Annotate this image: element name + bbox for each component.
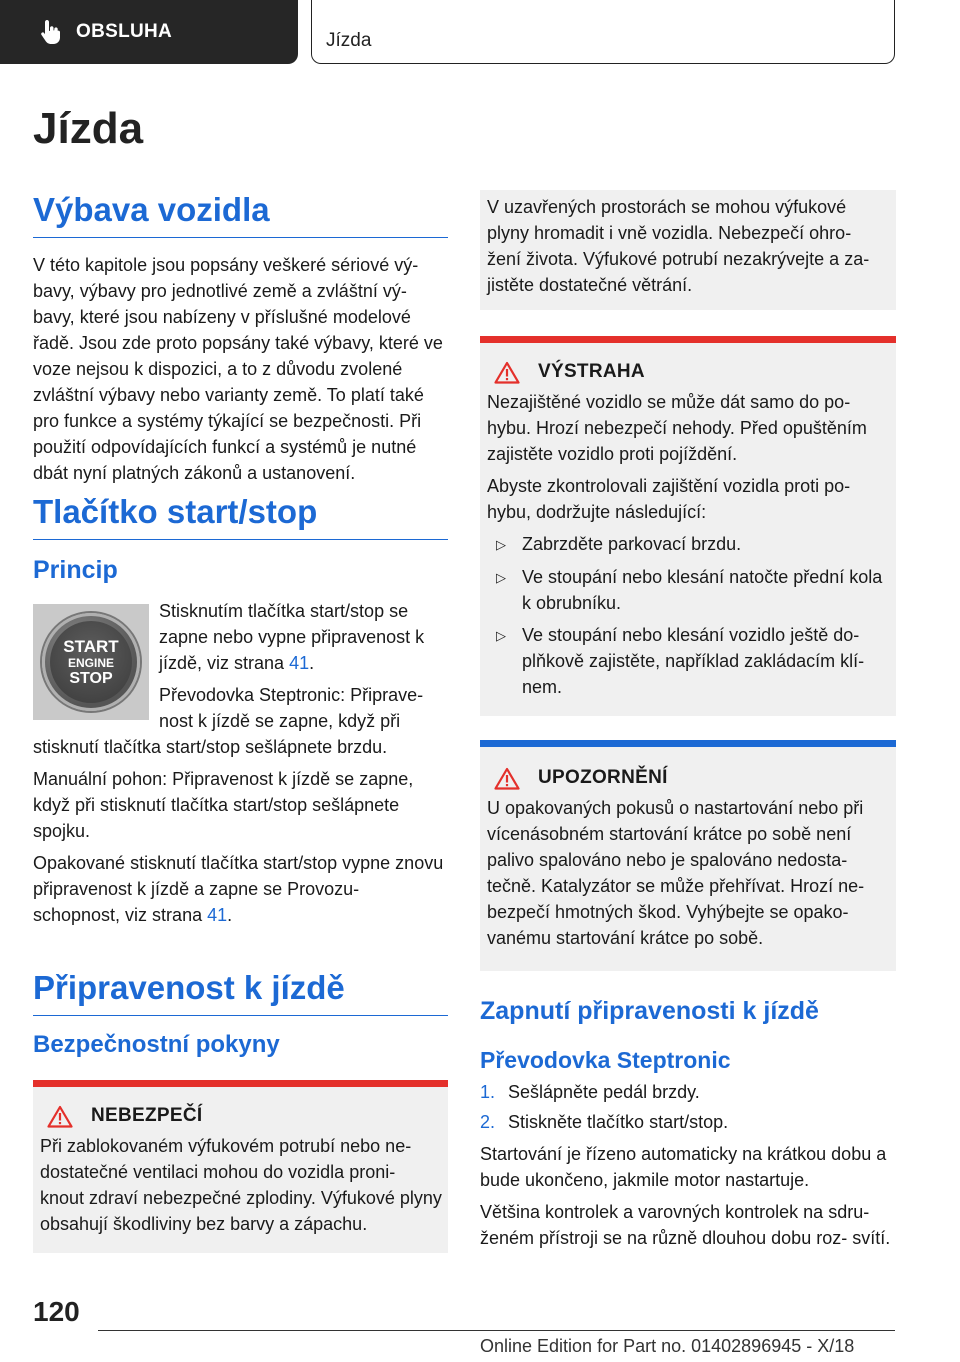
warning-paragraph-1: Nezajištěné vozidlo se může dát samo do po- hybu. Hrozí nebezpečí nehody. Před opuštěním zajistěte vozidlo proti pojíždění.	[487, 392, 867, 464]
caution-notice	[480, 740, 896, 971]
step-number: 1.	[480, 1082, 496, 1102]
intro-paragraph: V této kapitole jsou popsány veškeré sériové vý- bavy, výbavy pro jednotlivé země a zvláštní vý- bavy, které jsou nabízeny v příslušné modelové řadě. Jsou zde proto popsány také výbavy, které ve voze nejsou k dispozici, a to z důvodu zvolené zvláštní výbavy nebo varianty země. To platí také pro funkce a systémy týkající se bezpečnosti. Při použití odpovídajících funkcí a systémů je nutné dbát nyní platných zákonů a ustanovení.	[33, 255, 443, 483]
button-text-stop: STOP	[69, 669, 113, 687]
breadcrumb: Jízda	[311, 0, 895, 64]
warning-paragraph-2: Abyste zkontrolovali zajištění vozidla proti po- hybu, dodržujte následující:	[487, 476, 851, 522]
warning-list	[480, 531, 896, 700]
start-button-face	[50, 621, 132, 703]
danger-text: Při zablokovaném výfukovém potrubí nebo ne- dostatečné ventilaci mohou do vozidla proni- knout zdraví nebezpečné zplodiny. Výfukové plyny obsahují škodliviny bez barvy a zápachu.	[40, 1136, 442, 1234]
danger-notice-continued	[480, 190, 896, 310]
caution-title: UPOZORNĚNÍ	[538, 767, 668, 788]
danger-title: NEBEZPEČÍ	[91, 1105, 203, 1126]
heading-pripravenost-k-jizde: Připravenost k jízdě	[33, 968, 448, 1016]
steps-list	[480, 1079, 896, 1135]
heading-zapnuti-pripravenosti: Zapnutí připravenosti k jízdě	[480, 997, 819, 1025]
section-tab-label: OBSLUHA	[76, 21, 173, 42]
edition-text: Online Edition for Part no. 01402896945 - X/18	[480, 1336, 855, 1356]
list-item	[480, 531, 890, 558]
caution-notice-header	[480, 755, 896, 795]
section-tab	[0, 0, 298, 64]
startup-paragraph-2: Většina kontrolek a varovných kontrolek na sdru- ženém přístroji se na různě dlouhou dobu roz- svítí.	[480, 1202, 891, 1248]
warning-triangle-icon	[494, 767, 520, 790]
text-span: .	[227, 905, 233, 925]
princip-block	[33, 598, 448, 928]
step-text: Sešlápněte pedál brzdy.	[508, 1082, 700, 1102]
caution-text: U opakovaných pokusů o nastartování nebo při vícenásobném startování krátce po sobě není palivo spalováno nebo je spalováno nedosta- tečně. Katalyzátor se může přehřívat. Hrozí ne- bezpečí hmotných škod. Vyhýbejte se opako- vanému startování krátce po sobě.	[487, 798, 865, 948]
page-link-41[interactable]: 41	[207, 905, 228, 925]
warning-triangle-icon	[47, 1105, 73, 1128]
list-item	[480, 564, 890, 616]
left-column	[33, 190, 448, 1253]
triangle-bullet-icon: ▷	[496, 628, 506, 643]
text-span: Opakované stisknutí tlačítka start/stop vypne znovu připravenost k jízdě a zapne se Provozu- schopnost, viz strana	[33, 853, 444, 925]
danger-continued-text: V uzavřených prostorách se mohou výfukové plyny hromadit i vně vozidla. Nebezpečí ohro- žení života. Výfukové potrubí nezakrývejte a za- jistěte dostatečné větrání.	[487, 197, 870, 295]
warning-title: VÝSTRAHA	[538, 361, 645, 382]
hand-pointer-icon	[40, 18, 62, 46]
princip-paragraph-3: Manuální pohon: Připravenost k jízdě se zapne, když při stisknutí tlačítka start/stop sešlápnete spojku.	[33, 769, 414, 841]
heading-bezpecnostni-pokyny: Bezpečnostní pokyny	[33, 1031, 280, 1058]
text-span: Stisknutím tlačítka start/stop se zapne nebo vypne připravenost k jízdě, viz strana	[159, 601, 425, 673]
footer-divider	[98, 1330, 895, 1331]
princip-paragraph-4	[33, 850, 448, 928]
list-item-text: Ve stoupání nebo klesání natočte přední kola k obrubníku.	[522, 567, 883, 613]
list-item-text: Ve stoupání nebo klesání vozidlo ještě do- plňkově zajistěte, například zakládacím klí- nem.	[522, 625, 865, 697]
list-item-text: Zabrzděte parkovací brzdu.	[522, 534, 742, 554]
list-item	[480, 622, 890, 700]
start-stop-button-image	[33, 604, 149, 720]
step-number: 2.	[480, 1112, 496, 1132]
page-number: 120	[33, 1296, 80, 1327]
heading-vybava-vozidla: Výbava vozidla	[33, 190, 448, 238]
startup-paragraph-1: Startování je řízeno automaticky na krátkou dobu a bude ukončeno, jakmile motor nastartuje.	[480, 1144, 887, 1190]
button-text-start: START	[63, 636, 119, 656]
step-text: Stiskněte tlačítko start/stop.	[508, 1112, 729, 1132]
step-item	[480, 1079, 896, 1105]
start-button-bezel	[42, 613, 140, 711]
warning-notice-header	[480, 349, 896, 389]
triangle-bullet-icon: ▷	[496, 537, 506, 552]
heading-prevodovka-steptronic: Převodovka Steptronic	[480, 1047, 731, 1073]
danger-notice-header	[33, 1093, 448, 1133]
text-span: .	[309, 653, 315, 673]
button-text-engine: ENGINE	[67, 655, 114, 670]
right-column	[480, 190, 896, 1257]
page-title: Jízda	[33, 104, 144, 153]
heading-princip: Princip	[33, 556, 118, 584]
danger-notice	[33, 1080, 448, 1253]
warning-notice	[480, 336, 896, 716]
step-item	[480, 1109, 896, 1135]
princip-paragraph-2: Převodovka Steptronic: Připrave- nost k jízdě se zapne, když při stisknutí tlačítka start/stop sešlápnete brzdu.	[33, 685, 424, 757]
triangle-bullet-icon: ▷	[496, 570, 506, 585]
warning-triangle-icon	[494, 361, 520, 384]
page-link-41[interactable]: 41	[289, 653, 310, 673]
heading-tlacitko-start-stop: Tlačítko start/stop	[33, 492, 448, 540]
